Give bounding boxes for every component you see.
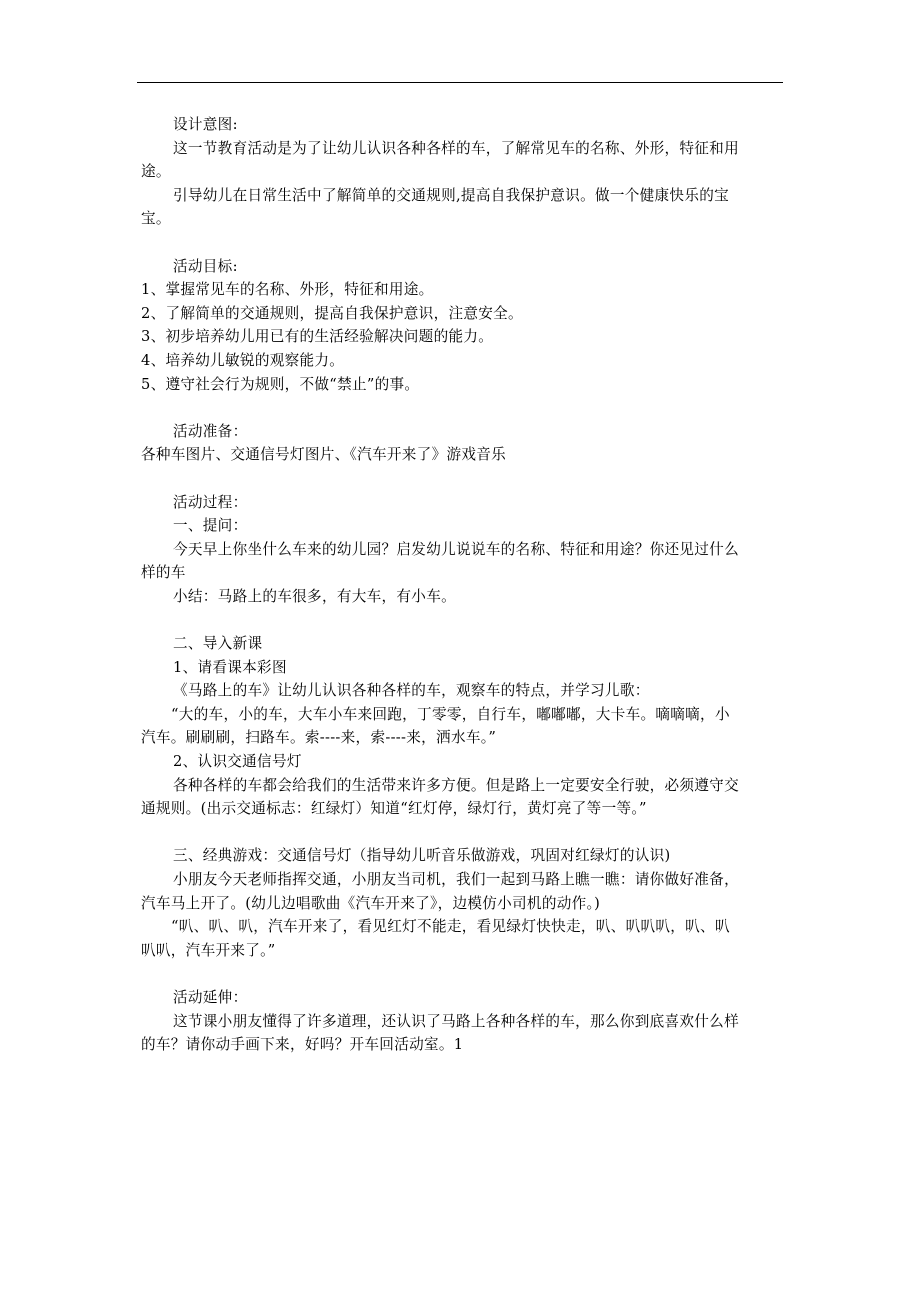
design-intent-heading: 设计意图: <box>173 116 238 133</box>
extension-text-cont: 的车？请你动手画下来，好吗？开车回活动室。1 <box>141 1036 464 1054</box>
section-3-song: “叭、叭、叭，汽车开来了，看见红灯不能走，看见绿灯快快走，叭、叭叭叭，叭、叭 <box>171 918 730 936</box>
design-intent-paragraph-2-cont: 宝。 <box>141 210 171 228</box>
spacer <box>141 608 781 632</box>
header-rule <box>137 82 783 83</box>
section-2-item-2: 2、认识交通信号灯 <box>173 753 302 771</box>
section-2-item-2-text: 各种各样的车都会给我们的生活带来许多方便。但是路上一定要安全行驶，必须遵守交 <box>173 776 739 794</box>
goal-item: 2、了解简单的交通规则，提高自我保护意识，注意安全。 <box>141 304 523 322</box>
design-intent-paragraph-2: 引导幼儿在日常生活中了解简单的交通规则,提高自我保护意识。做一个健康快乐的宝 <box>173 186 730 204</box>
section-2-rhyme: “大的车，小的车，大车小车来回跑，丁零零，自行车，嘟嘟嘟，大卡车。嘀嘀嘀，小 <box>171 705 730 723</box>
section-1-question-cont: 样的车 <box>141 564 186 582</box>
spacer <box>141 396 781 420</box>
spacer <box>141 231 781 255</box>
extension-text: 这节课小朋友懂得了许多道理，还认识了马路上各种各样的车，那么你到底喜欢什么样 <box>173 1012 739 1030</box>
goals-heading: 活动目标: <box>173 257 238 275</box>
section-3-text-cont: 汽车马上开了。(幼儿边唱歌曲《汽车开来了》，边模仿小司机的动作。) <box>141 894 601 912</box>
section-1-title: 一、提问： <box>173 517 248 535</box>
goal-item: 5、遵守社会行为规则，不做“禁止”的事。 <box>141 375 420 393</box>
spacer <box>141 821 781 845</box>
goal-item: 1、掌握常见车的名称、外形，特征和用途。 <box>141 281 434 299</box>
section-3-text: 小朋友今天老师指挥交通，小朋友当司机，我们一起到马路上瞧一瞧：请你做好准备， <box>173 871 739 888</box>
process-heading: 活动过程： <box>173 493 248 511</box>
spacer <box>141 962 781 986</box>
section-1-summary: 小结：马路上的车很多，有大车，有小车。 <box>173 587 456 605</box>
design-intent-paragraph-1: 这一节教育活动是为了让幼儿认识各种各样的车，了解常见车的名称、外形，特征和用 <box>173 139 739 157</box>
section-3-song-cont: 叭叭，汽车开来了。” <box>141 941 276 959</box>
section-2-title: 二、导入新课 <box>173 635 263 653</box>
section-2-item-1: 1、请看课本彩图 <box>173 658 287 676</box>
design-intent-paragraph-1-cont: 途。 <box>141 163 171 181</box>
preparation-heading: 活动准备： <box>173 422 248 440</box>
section-2-rhyme-cont: 汽车。刷刷刷，扫路车。索----来，索----来，洒水车。” <box>141 729 497 747</box>
goal-item: 4、培养幼儿敏锐的观察能力。 <box>141 351 345 369</box>
preparation-text: 各种车图片、交通信号灯图片、《汽车开来了》游戏音乐 <box>141 446 507 464</box>
section-2-item-1-text: 《马路上的车》让幼儿认识各种各样的车，观察车的特点，并学习儿歌： <box>173 682 650 700</box>
document-body <box>141 113 781 1057</box>
goal-item: 3、初步培养幼儿用已有的生活经验解决问题的能力。 <box>141 328 494 346</box>
extension-heading: 活动延伸： <box>173 988 248 1006</box>
spacer <box>141 467 781 491</box>
section-3-title: 三、经典游戏：交通信号灯（指导幼儿听音乐做游戏，巩固对红绿灯的认识) <box>173 847 671 865</box>
section-1-question: 今天早上你坐什么车来的幼儿园？启发幼儿说说车的名称、特征和用途？你还见过什么 <box>173 540 739 558</box>
section-2-item-2-text-cont: 通规则。(出示交通标志：红绿灯）知道“红灯停，绿灯行，黄灯亮了等一等。” <box>141 800 647 818</box>
